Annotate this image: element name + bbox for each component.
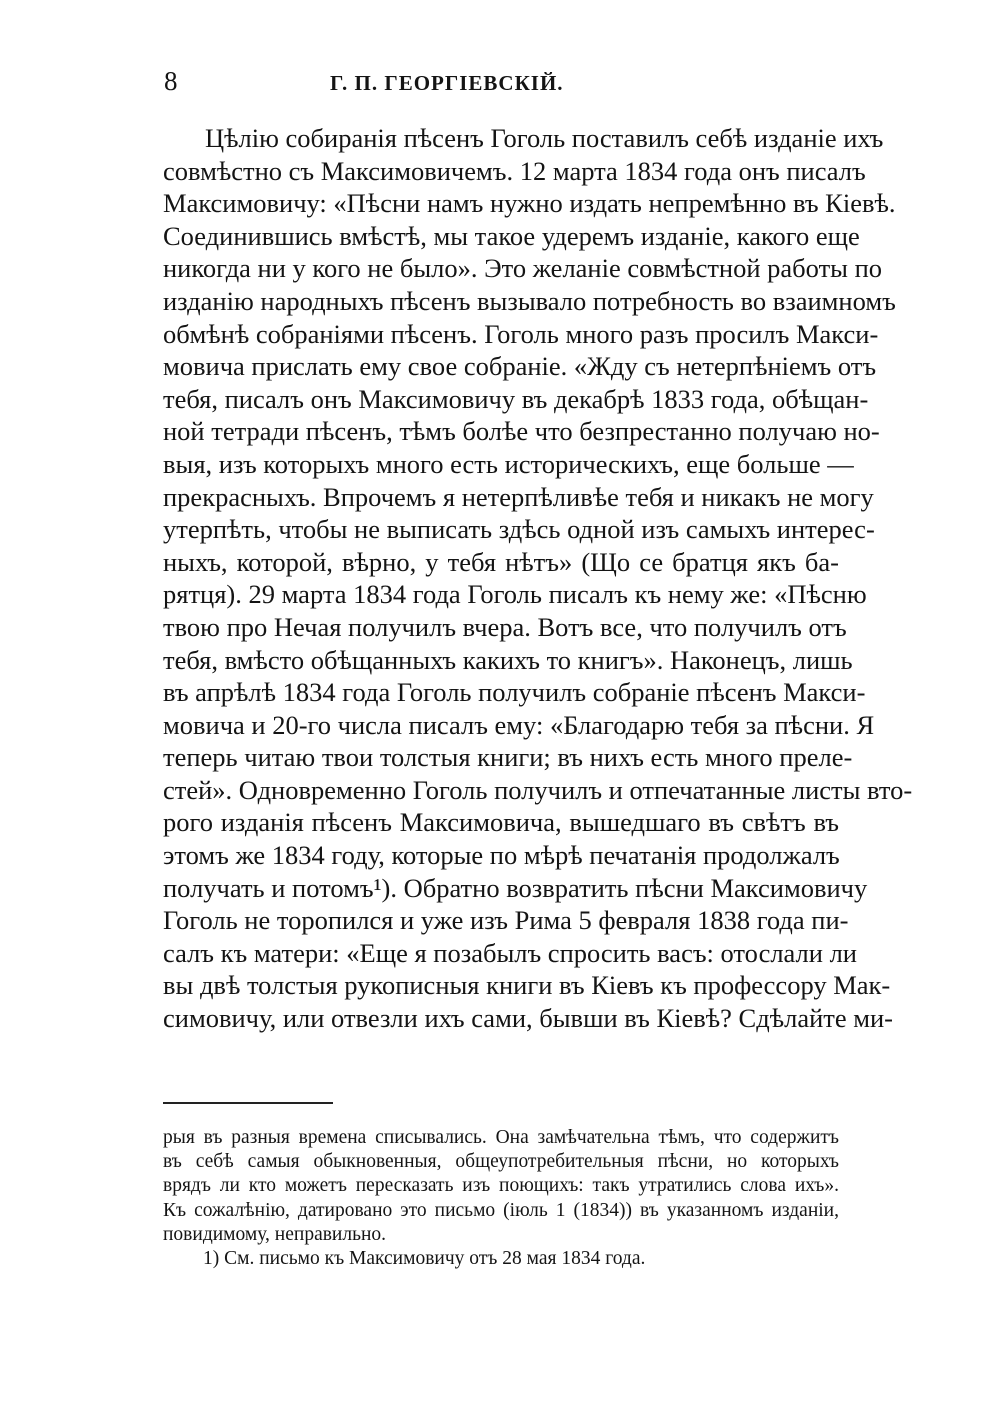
text-line: Соединившись вмѣстѣ, мы такое удеремъ изданіе, какого еще xyxy=(163,220,860,251)
text-line: рого изданія пѣсенъ Максимовича, вышедшаго въ свѣтъ въ xyxy=(163,807,839,838)
text-line: никогда ни у кого не было». Это желаніе совмѣстной работы по xyxy=(163,253,883,284)
footnote-line: врядъ ли кто можетъ пересказать изъ поющихъ: такъ утратились слова ихъ». xyxy=(163,1175,839,1197)
footnote-line: рыя въ разныя времена списывались. Она замѣчательна тѣмъ, что содержитъ xyxy=(163,1127,839,1148)
footnote-line: Къ сожалѣнію, датировано это письмо (іюль 1 (1834)) въ указанномъ изданіи, xyxy=(163,1199,839,1221)
footnote-rule xyxy=(163,1102,333,1104)
footnotes xyxy=(163,1126,839,1271)
text-line: вы двѣ толстыя рукописныя книги въ Кіевъ къ профессору Мак- xyxy=(163,970,891,1001)
text-line: этомъ же 1834 году, которые по мѣрѣ печатанія продолжалъ xyxy=(163,840,840,871)
text-line: выя, изъ которыхъ много есть историческихъ, еще больше — xyxy=(163,448,854,479)
text-line: ной тетради пѣсенъ, тѣмъ болѣе что безпрестанно получаю но- xyxy=(163,416,880,447)
text-line: совмѣстно съ Максимовичемъ. 12 марта 1834 года онъ писалъ xyxy=(163,155,866,186)
page-number: 8 xyxy=(164,66,178,96)
text-line: салъ къ матери: «Еще я позабылъ спросить васъ: отослали ли xyxy=(163,937,857,968)
footnote-line: въ себѣ самыя обыкновенныя, общеупотребительныя пѣсни, но которыхъ xyxy=(163,1151,839,1173)
text-line: мовича и 20-го числа писалъ ему: «Благодарю тебя за пѣсни. Я xyxy=(163,709,875,740)
text-line: изданію народныхъ пѣсенъ вызывало потребность во взаимномъ xyxy=(163,285,896,316)
text-line: твою про Нечая получилъ вчера. Вотъ все, что получилъ отъ xyxy=(163,611,847,642)
text-line: тебя, вмѣсто обѣщанныхъ какихъ то книгъ». Наконецъ, лишь xyxy=(163,644,853,675)
text-line: тебя, писалъ онъ Максимовичу въ декабрѣ 1833 года, обѣщан- xyxy=(163,383,869,414)
footnote-1: 1) См. письмо къ Максимовичу отъ 28 мая 1834 года. xyxy=(203,1247,646,1269)
text-line: въ апрѣлѣ 1834 года Гоголь получилъ собраніе пѣсенъ Макси- xyxy=(163,677,866,708)
text-line: получать и потомъ¹). Обратно возвратить пѣсни Максимовичу xyxy=(163,872,868,903)
text-line: мовича прислать ему свое собраніе. «Жду съ нетерпѣніемъ отъ xyxy=(163,351,877,382)
text-line: ныхъ, которой, вѣрно, у тебя нѣтъ» (Що се братця якъ ба- xyxy=(163,546,839,577)
text-line: Цѣлію собиранія пѣсенъ Гоголь поставилъ себѣ изданіе ихъ xyxy=(205,123,884,153)
text-line: симовичу, или отвезли ихъ сами, бывши въ Кіевѣ? Сдѣлайте ми- xyxy=(163,1003,894,1034)
text-line: теперь читаю твои толстыя книги; въ нихъ есть много преле- xyxy=(163,742,853,773)
text-line: Максимовичу: «Пѣсни намъ нужно издать непремѣнно въ Кіевѣ. xyxy=(163,188,896,219)
text-line: Гоголь не торопился и уже изъ Рима 5 февраля 1838 года пи- xyxy=(163,905,849,936)
footnote-line: повидимому, неправильно. xyxy=(163,1223,387,1245)
text-line: рятця). 29 марта 1834 года Гоголь писалъ къ нему же: «Пѣсню xyxy=(163,579,867,610)
main-text xyxy=(163,122,913,1035)
text-line: утерпѣть, чтобы не выписать здѣсь одной изъ самыхъ интерес- xyxy=(163,514,875,545)
text-line: прекрасныхъ. Впрочемъ я нетерпѣливѣе тебя и никакъ не могу xyxy=(163,481,874,512)
text-line: стей». Одновременно Гоголь получилъ и отпечатанные листы вто- xyxy=(163,774,913,805)
running-head: Г. П. ГЕОРГІЕВСКІЙ. xyxy=(330,71,564,95)
text-line: обмѣнѣ собраніями пѣсенъ. Гоголь много разъ просилъ Макси- xyxy=(163,318,879,349)
